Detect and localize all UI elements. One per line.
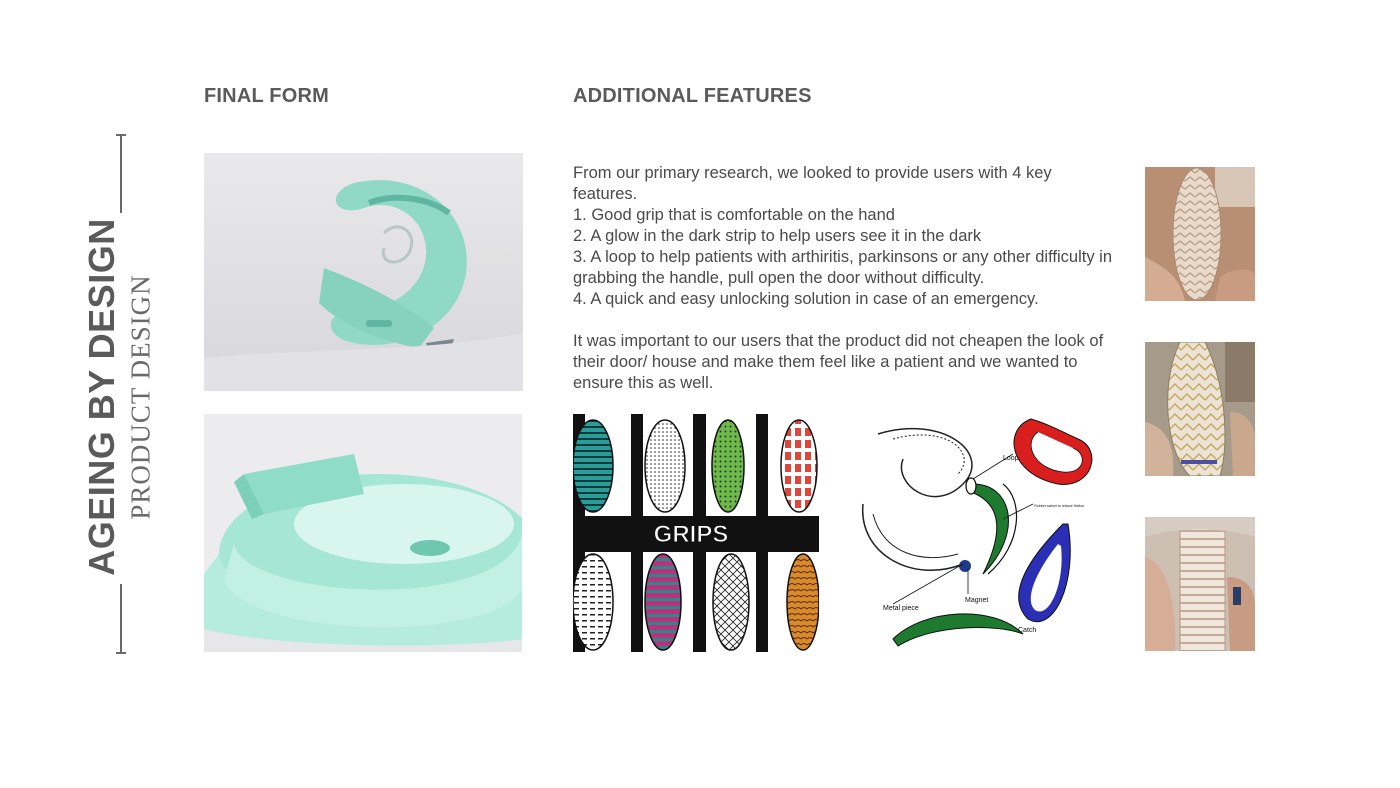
side-rule-top (120, 135, 122, 213)
grips-sketch (573, 414, 819, 652)
grip-photo-leaf (1145, 342, 1255, 476)
feature-item-3: 3. A loop to help patients with arthiritis, parkinsons or any other difficulty in grabbing the handle, pull open the door without difficulty. (573, 248, 1112, 287)
features-intro: From our primary research, we looked to provide users with 4 key features. (573, 164, 1052, 203)
final-form-photo-side (204, 414, 522, 652)
features-closing: It was important to our users that the product did not cheapen the look of their door/ house and make them feel like a patient and we wanted to ensure this as well. (573, 332, 1104, 392)
metal-piece-label: Metal piece (883, 605, 919, 612)
loop-sketch (853, 414, 1106, 652)
grips-label: GRIPS (653, 521, 729, 548)
grip-photo-chevron (1145, 167, 1255, 301)
side-rule-bottom (120, 584, 122, 654)
final-form-photo-front (204, 153, 523, 391)
feature-item-2: 2. A glow in the dark strip to help users see it in the dark (573, 227, 982, 245)
side-rule-bottom-cap (116, 652, 126, 654)
side-rule-top-cap (116, 134, 126, 136)
project-title: AGEING BY DESIGN (81, 218, 122, 576)
final-form-heading: FINAL FORM (204, 85, 329, 107)
project-subtitle: PRODUCT DESIGN (125, 274, 156, 520)
swivel-label: Rubber swivel to reduce friction (1034, 504, 1085, 508)
additional-features-heading: ADDITIONAL FEATURES (573, 85, 812, 107)
grip-photo-ribbed (1145, 517, 1255, 651)
features-text (573, 163, 1113, 310)
catch-label: Catch (1018, 627, 1037, 634)
feature-item-1: 1. Good grip that is comfortable on the hand (573, 206, 895, 224)
feature-item-4: 4. A quick and easy unlocking solution in case of an emergency. (573, 290, 1039, 308)
magnet-label: Magnet (965, 597, 989, 604)
loop-label: Loop (1003, 455, 1019, 462)
